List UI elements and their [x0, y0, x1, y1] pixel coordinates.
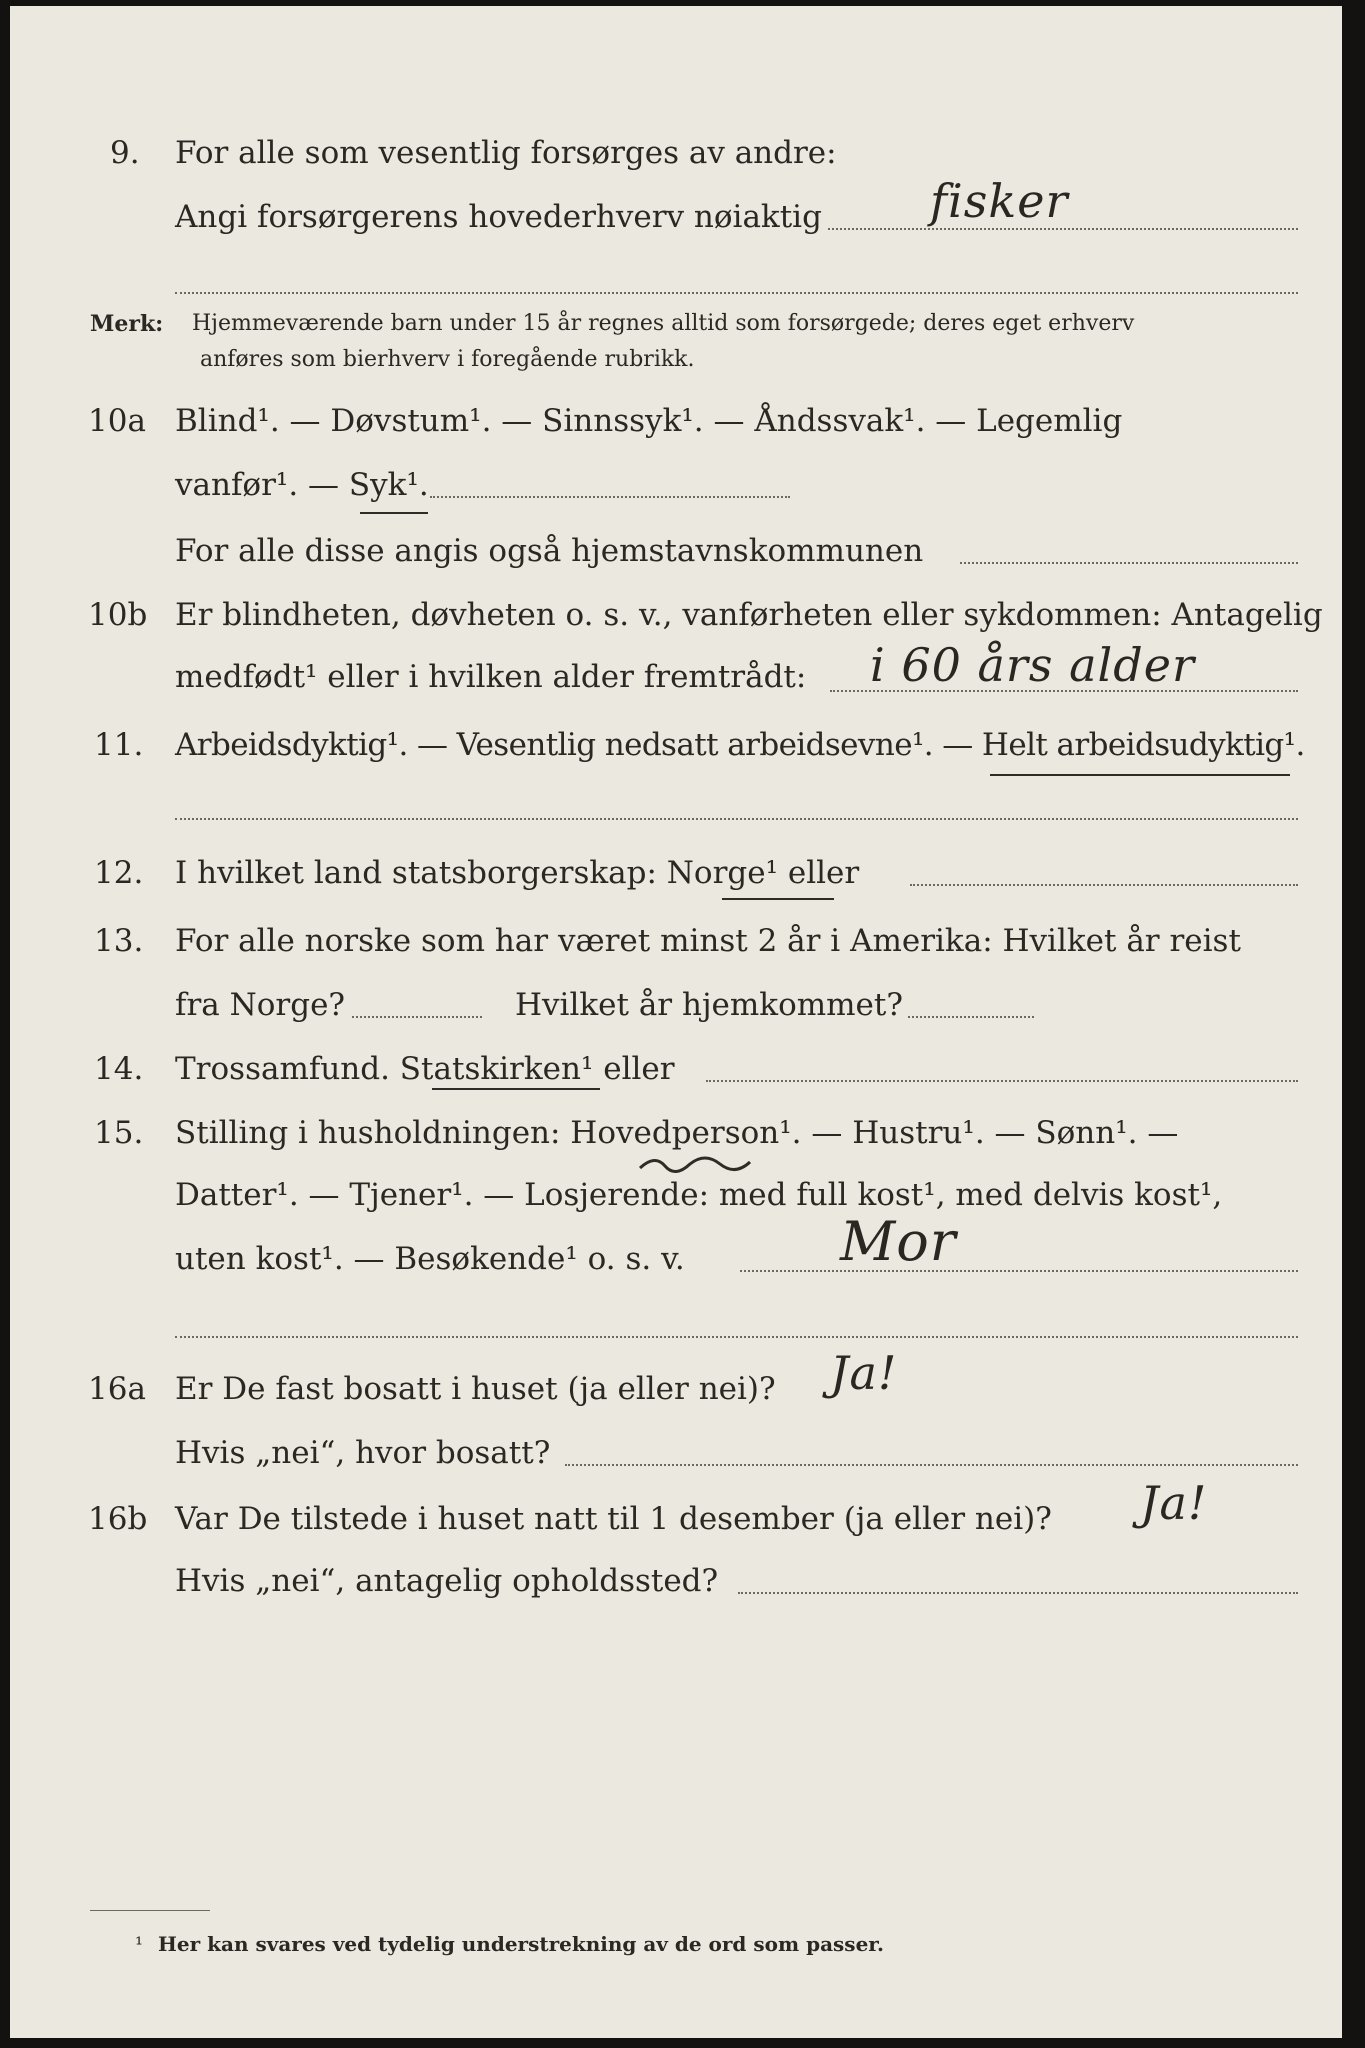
q13-reist-line: [352, 1016, 482, 1018]
q16b-line1: Var De tilstede i huset natt til 1 desember (ja eller nei)?: [175, 1501, 1052, 1537]
merk-line2: anføres som bierhverv i foregående rubrikk.: [200, 347, 695, 372]
q16b-answer-handwritten: Ja!: [1140, 1476, 1208, 1530]
q13-line2a: fra Norge?: [175, 987, 346, 1023]
q12-norge-underline: [722, 898, 834, 900]
q10a-line3: For alle disse angis også hjemstavnskommunen: [175, 533, 924, 569]
q16a-line1: Er De fast bosatt i huset (ja eller nei)?: [175, 1371, 776, 1407]
footnote-text: Her kan svares ved tydelig understrekning av de ord som passer.: [158, 1932, 884, 1956]
merk-label: Merk:: [90, 311, 164, 337]
q10b-line1: Er blindheten, døvheten o. s. v., vanførheten eller sykdommen: Antagelig: [175, 597, 1323, 633]
merk-line1: Hjemmeværende barn under 15 år regnes alltid som forsørgede; deres eget erhverv: [192, 311, 1135, 336]
item-number-13: 13.: [94, 923, 144, 959]
q16a-line2: Hvis „nei“, hvor bosatt?: [175, 1435, 551, 1471]
item-number-15: 15.: [94, 1115, 144, 1151]
q10a-hjemstavn-line: [960, 562, 1298, 564]
q11-extra-line: [175, 818, 1298, 820]
q16b-line2: Hvis „nei“, antagelig opholdssted?: [175, 1563, 719, 1599]
q15-line3: uten kost¹. — Besøkende¹ o. s. v.: [175, 1241, 685, 1277]
item-number-10a: 10a: [88, 403, 146, 439]
q10a-answer-line: [430, 496, 790, 498]
q15-line2: Datter¹. — Tjener¹. — Losjerende: med full kost¹, med delvis kost¹,: [175, 1177, 1223, 1213]
q9-line2: Angi forsørgerens hovederhverv nøiaktig: [175, 199, 822, 235]
q10a-line1: Blind¹. — Døvstum¹. — Sinnssyk¹. — Åndssvak¹. — Legemlig: [175, 403, 1123, 439]
q10a-syk-underline: [360, 512, 428, 514]
item-number-9: 9.: [110, 135, 140, 171]
q15-answer-handwritten: Mor: [840, 1210, 957, 1273]
item-number-10b: 10b: [88, 597, 148, 633]
footnote-mark: ¹: [135, 1932, 144, 1956]
q14-answer-line: [706, 1080, 1298, 1082]
q9-answer-line: [828, 228, 1298, 230]
q14-line1: Trossamfund. Statskirken¹ eller: [175, 1051, 675, 1087]
item-number-12: 12.: [94, 855, 144, 891]
q10b-line2: medfødt¹ eller i hvilken alder fremtrådt:: [175, 659, 807, 695]
item-number-16a: 16a: [88, 1371, 146, 1407]
q16a-answer-line: [565, 1464, 1298, 1466]
q12-line1: I hvilket land statsborgerskap: Norge¹ eller: [175, 855, 860, 891]
q10a-line2: vanfør¹. — Syk¹.: [175, 467, 429, 503]
q13-hjemkommet-line: [908, 1016, 1034, 1018]
q16a-answer-handwritten: Ja!: [830, 1346, 898, 1400]
q10b-answer-handwritten: i 60 års alder: [870, 638, 1195, 692]
item-number-14: 14.: [94, 1051, 144, 1087]
q11-underline: [990, 774, 1290, 776]
item-number-16b: 16b: [88, 1501, 148, 1537]
q13-line2b: Hvilket år hjemkommet?: [515, 987, 903, 1023]
q12-answer-line: [910, 884, 1298, 886]
q9-line1: For alle som vesentlig forsørges av andre:: [175, 135, 837, 171]
q9-answer-handwritten: fisker: [930, 174, 1069, 228]
footnote-rule: [90, 1910, 210, 1911]
item-number-11: 11.: [94, 727, 144, 763]
q9-extra-line: [175, 292, 1298, 294]
q15-line1: Stilling i husholdningen: Hovedperson¹. — Hustru¹. — Sønn¹. —: [175, 1115, 1179, 1151]
q15-answer-line: [740, 1270, 1298, 1272]
q15-strikethrough-scribble: [610, 1140, 780, 1180]
q14-statskirken-underline: [432, 1088, 600, 1090]
q15-extra-line: [175, 1336, 1298, 1338]
census-form-page: [10, 6, 1342, 2038]
q11-line1: Arbeidsdyktig¹. — Vesentlig nedsatt arbeidsevne¹. — Helt arbeidsudyktig¹.: [175, 727, 1305, 763]
q16b-answer-line: [738, 1592, 1298, 1594]
q13-line1: For alle norske som har været minst 2 år i Amerika: Hvilket år reist: [175, 923, 1241, 959]
